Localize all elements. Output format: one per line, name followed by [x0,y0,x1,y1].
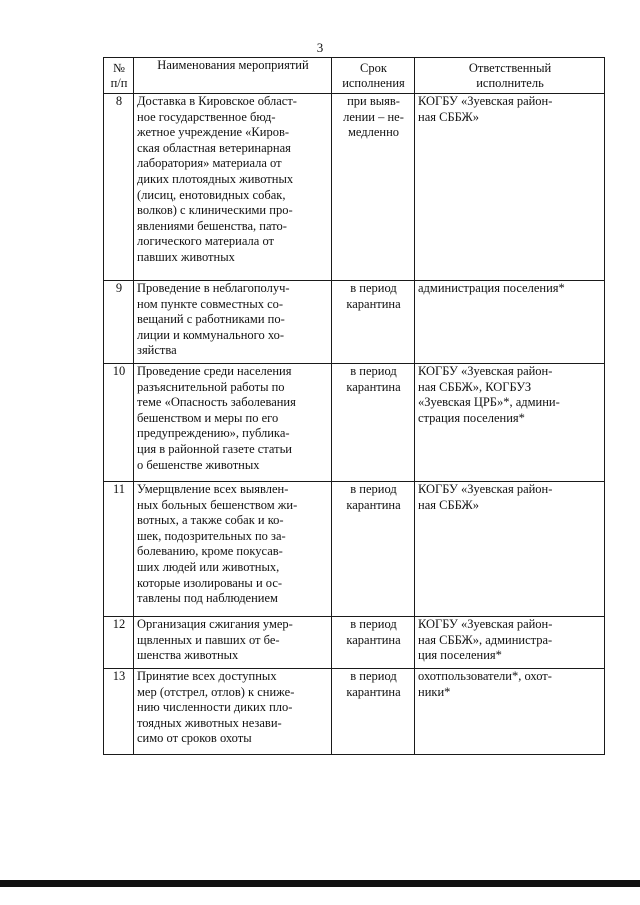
header-num: № п/п [104,58,134,94]
measure-name: Проведение в неблагополуч- ном пункте совместных со- вещаний с работниками по- лиции и коммунального хо- зяйства [134,281,332,364]
measure-term: в период карантина [332,281,415,364]
measure-responsible: КОГБУ «Зуевская район- ная СББЖ» [415,94,605,281]
table-row [104,364,605,482]
row-number: 9 [104,281,134,364]
measure-responsible: КОГБУ «Зуевская район- ная СББЖ», КОГБУЗ «Зуевская ЦРБ»*, админи- страция поселения* [415,364,605,482]
measure-term: в период карантина [332,364,415,482]
bottom-border-line [0,880,640,887]
row-number: 8 [104,94,134,281]
measure-name: Организация сжигания умер- щвленных и павших от бе- шенства животных [134,617,332,669]
row-number: 12 [104,617,134,669]
table-row [104,617,605,669]
table-row [104,281,605,364]
measure-name: Умерщвление всех выявлен- ных больных бешенством жи- вотных, а также собак и ко- шек, подозрительных по за- болеванию, кроме покусав- ших людей или животных, которые изолированы и ос- тавлены под наблюдением [134,482,332,617]
header-name: Наименования мероприятий [134,58,332,94]
header-responsible: Ответственный исполнитель [415,58,605,94]
table-header-row [104,58,605,94]
row-number: 11 [104,482,134,617]
measure-name: Принятие всех доступных мер (отстрел, отлов) к сниже- нию численности диких пло- тоядных животных незави- симо от сроков охоты [134,669,332,755]
table-row [104,482,605,617]
measure-name: Проведение среди населения разъяснительной работы по теме «Опасность заболевания бешенством и меры по его предупреждению», публика- ция в районной газете статьи о бешенстве животных [134,364,332,482]
measure-responsible: охотпользователи*, охот- ники* [415,669,605,755]
row-number: 13 [104,669,134,755]
measure-term: в период карантина [332,617,415,669]
measure-term: при выяв- лении – не- медленно [332,94,415,281]
measure-responsible: КОГБУ «Зуевская район- ная СББЖ» [415,482,605,617]
table-row [104,94,605,281]
header-term: Срок исполнения [332,58,415,94]
table-row [104,669,605,755]
page-number: 3 [316,40,324,55]
measure-responsible: КОГБУ «Зуевская район- ная СББЖ», администра- ция поселения* [415,617,605,669]
measure-responsible: администрация поселения* [415,281,605,364]
measure-name: Доставка в Кировское област- ное государственное бюд- жетное учреждение «Киров- ская областная ветеринарная лаборатория» материала от диких плотоядных животных (лисиц, енотовидных собак, волков) с клиническими про- явлениями бешенства, пато- логического материала от павших животных [134,94,332,281]
measure-term: в период карантина [332,482,415,617]
table-body [104,94,605,755]
measures-table [103,57,605,755]
row-number: 10 [104,364,134,482]
measure-term: в период карантина [332,669,415,755]
